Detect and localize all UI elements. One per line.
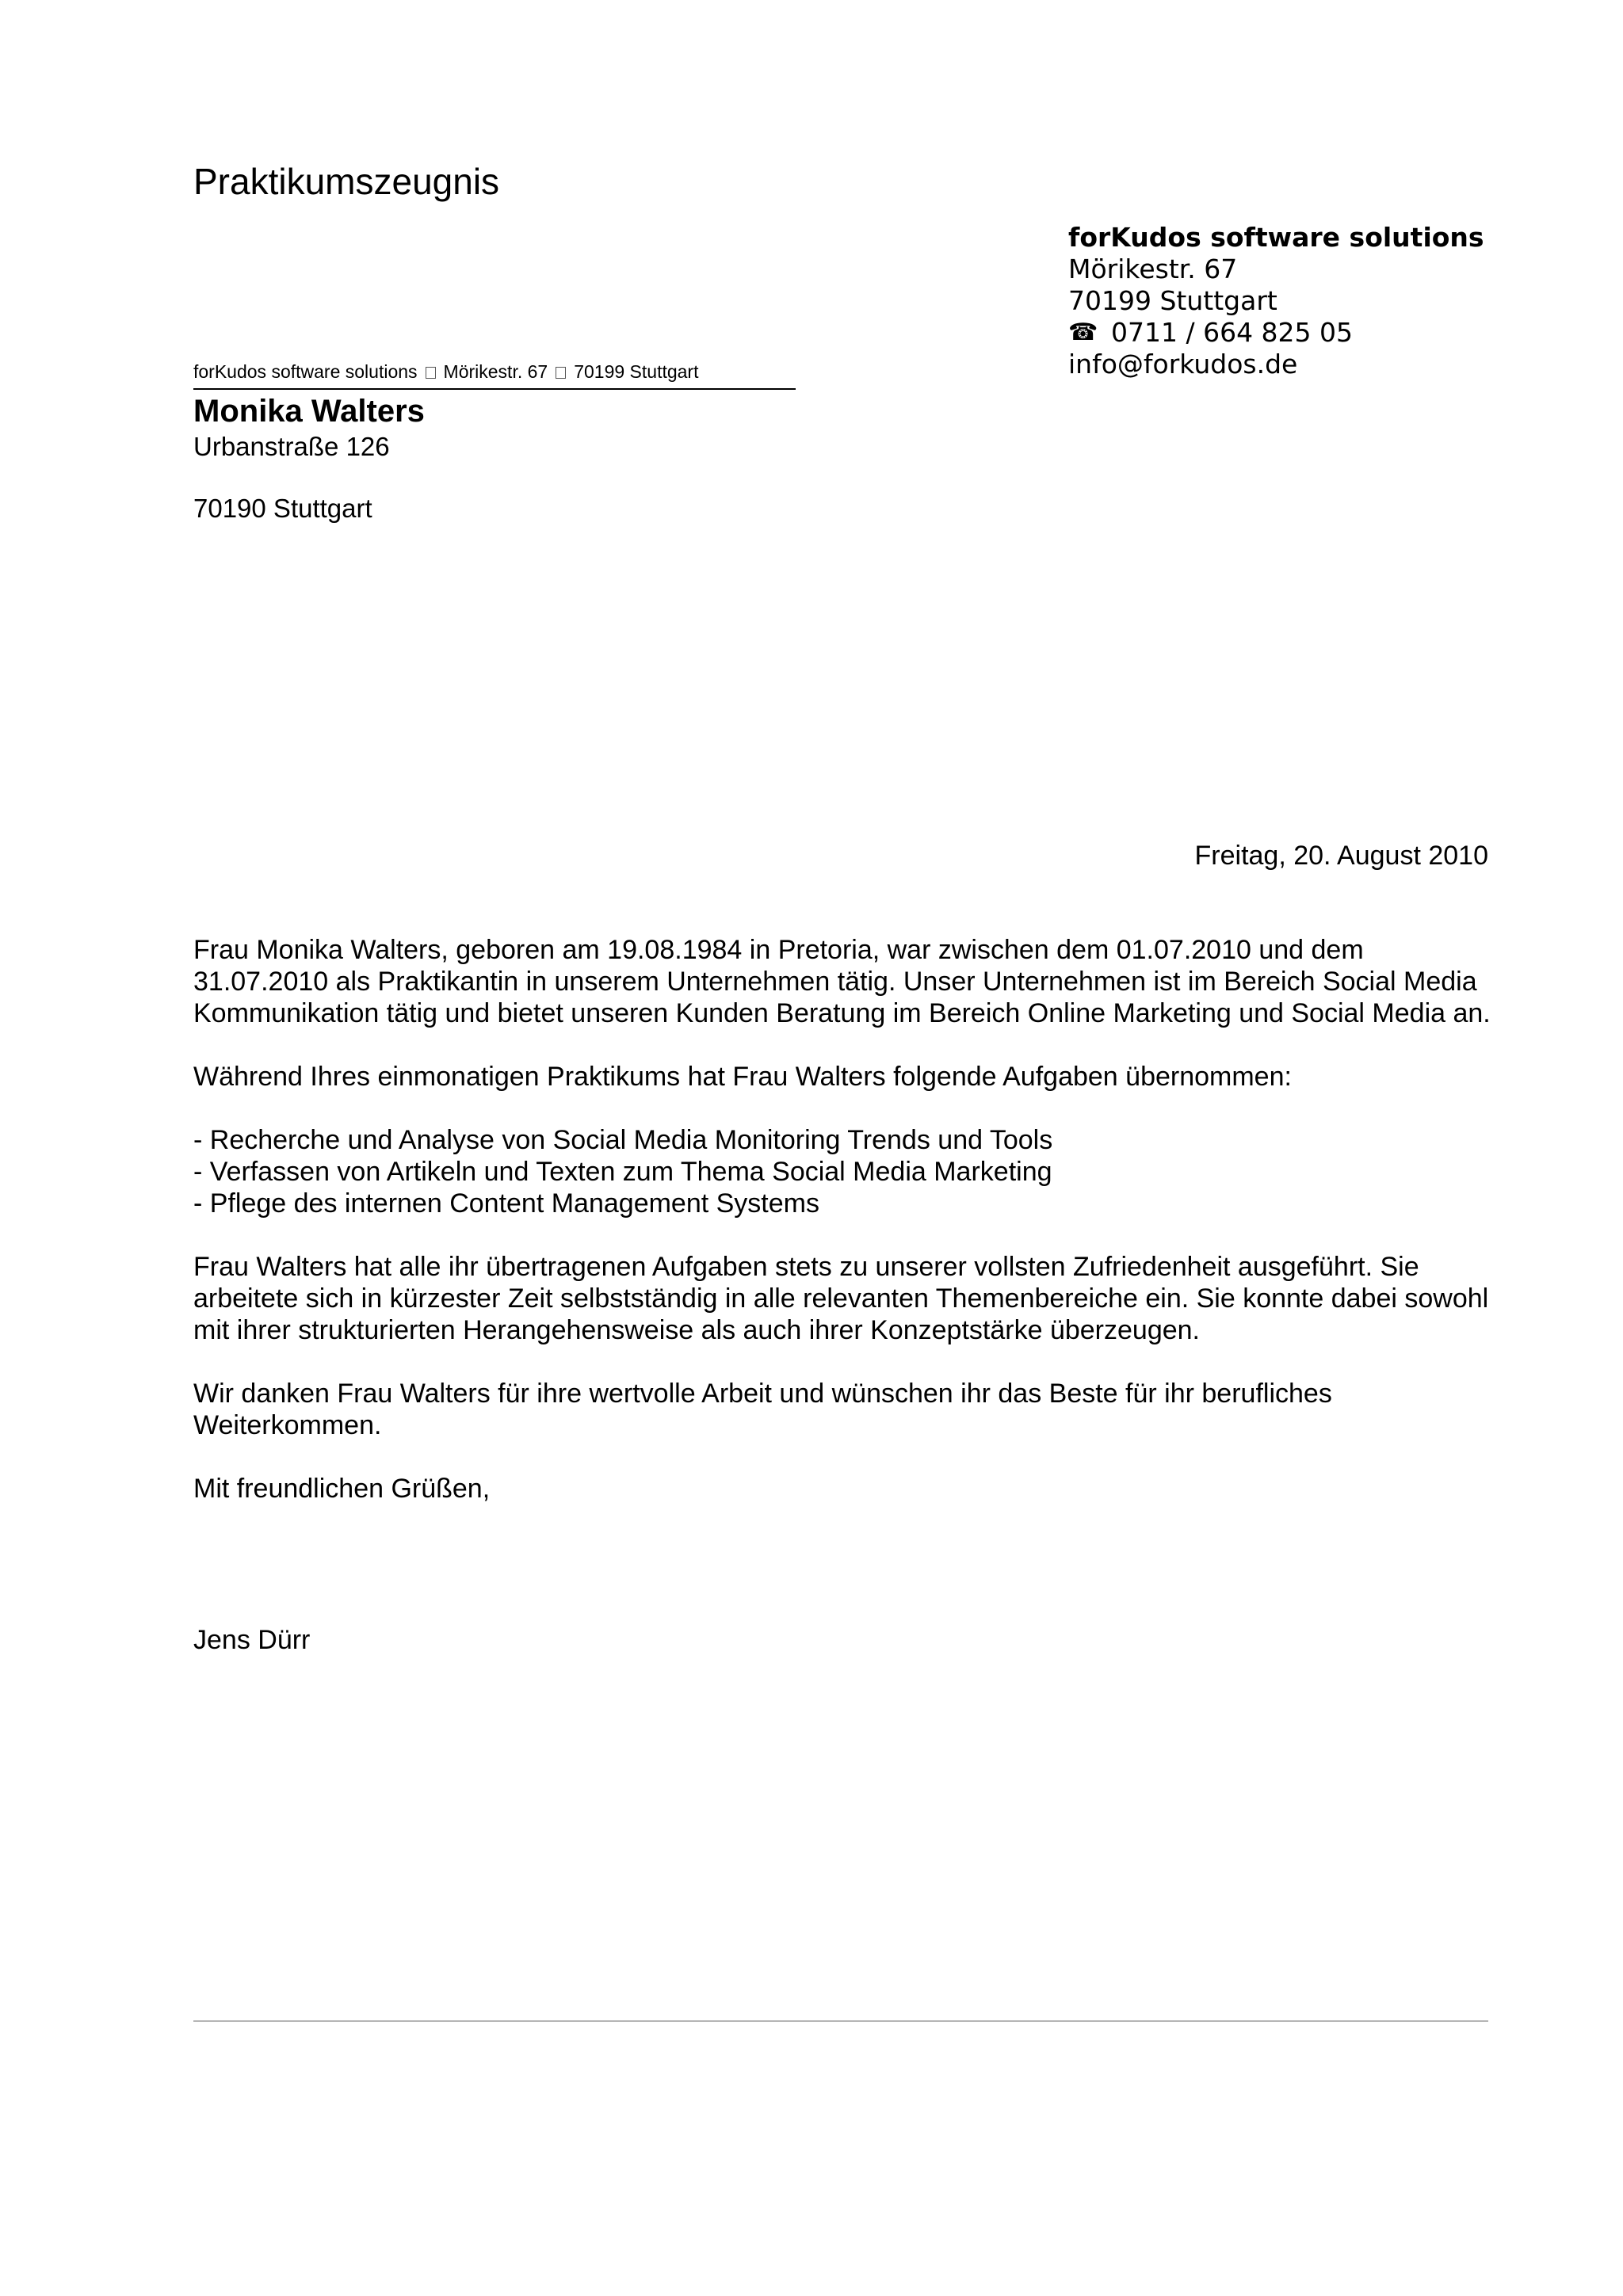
telephone-icon: ☎ [1068,318,1098,346]
recipient-address [193,391,425,524]
recipient-city: 70190 Stuttgart [193,494,372,523]
return-street: Mörikestr. 67 [443,361,548,382]
return-city: 70199 Stuttgart [574,361,699,382]
tasks-intro-paragraph: Während Ihres einmonatigen Praktikums hat Frau Walters folgende Aufgaben übernommen: [193,1062,1292,1092]
document-title: Praktikumszeugnis [193,161,500,202]
return-address-line [193,360,796,390]
separator-box-icon [556,367,566,379]
sender-email: info@forkudos.de [1068,349,1298,379]
task-item: - Verfassen von Artikeln und Texten zum Thema Social Media Marketing [193,1157,1052,1187]
task-item: - Pflege des internen Content Management Systems [193,1188,819,1219]
sender-phone-row [1068,317,1484,349]
return-company: forKudos software solutions [193,361,418,382]
task-list [193,1124,1493,1219]
sender-block [1068,222,1484,380]
sender-name: forKudos software solutions [1068,222,1484,253]
task-item: - Recherche und Analyse von Social Media Monitoring Trends und Tools [193,1125,1053,1155]
sender-city: 70199 Stuttgart [1068,285,1277,316]
letter-body [193,934,1493,1536]
intro-paragraph: Frau Monika Walters, geboren am 19.08.1984 in Pretoria, war zwischen dem 01.07.2010 und dem 31.07.2010 als Praktikantin in unserem Unternehmen tätig. Unser Unternehmen ist im Bereich Social Media Kommunikation tätig und bietet unseren Kunden Beratung im Bereich Online Marketing und Social Media an. [193,935,1491,1028]
assessment-paragraph: Frau Walters hat alle ihr übertragenen Aufgaben stets zu unserer vollsten Zufriedenheit ausgeführt. Sie arbeitete sich in kürzester Zeit selbstständig in alle relevanten Themenbereiche ein. Sie konnte dabei sowohl mit ihrer strukturierten Herangehensweise als auch ihrer Konzeptstärke überzeugen. [193,1252,1489,1345]
recipient-name: Monika Walters [193,394,425,429]
signer-name: Jens Dürr [193,1625,311,1655]
sender-street: Mörikestr. 67 [1068,254,1238,284]
letter-date: Freitag, 20. August 2010 [1194,841,1488,871]
thanks-paragraph: Wir danken Frau Walters für ihre wertvolle Arbeit und wünschen ihr das Beste für ihr berufliches Weiterkommen. [193,1379,1332,1440]
closing-line: Mit freundlichen Grüßen, [193,1474,491,1504]
sender-phone: 0711 / 664 825 05 [1111,317,1354,348]
separator-box-icon [426,367,436,379]
footer-divider [193,2020,1488,2022]
recipient-street: Urbanstraße 126 [193,432,390,461]
